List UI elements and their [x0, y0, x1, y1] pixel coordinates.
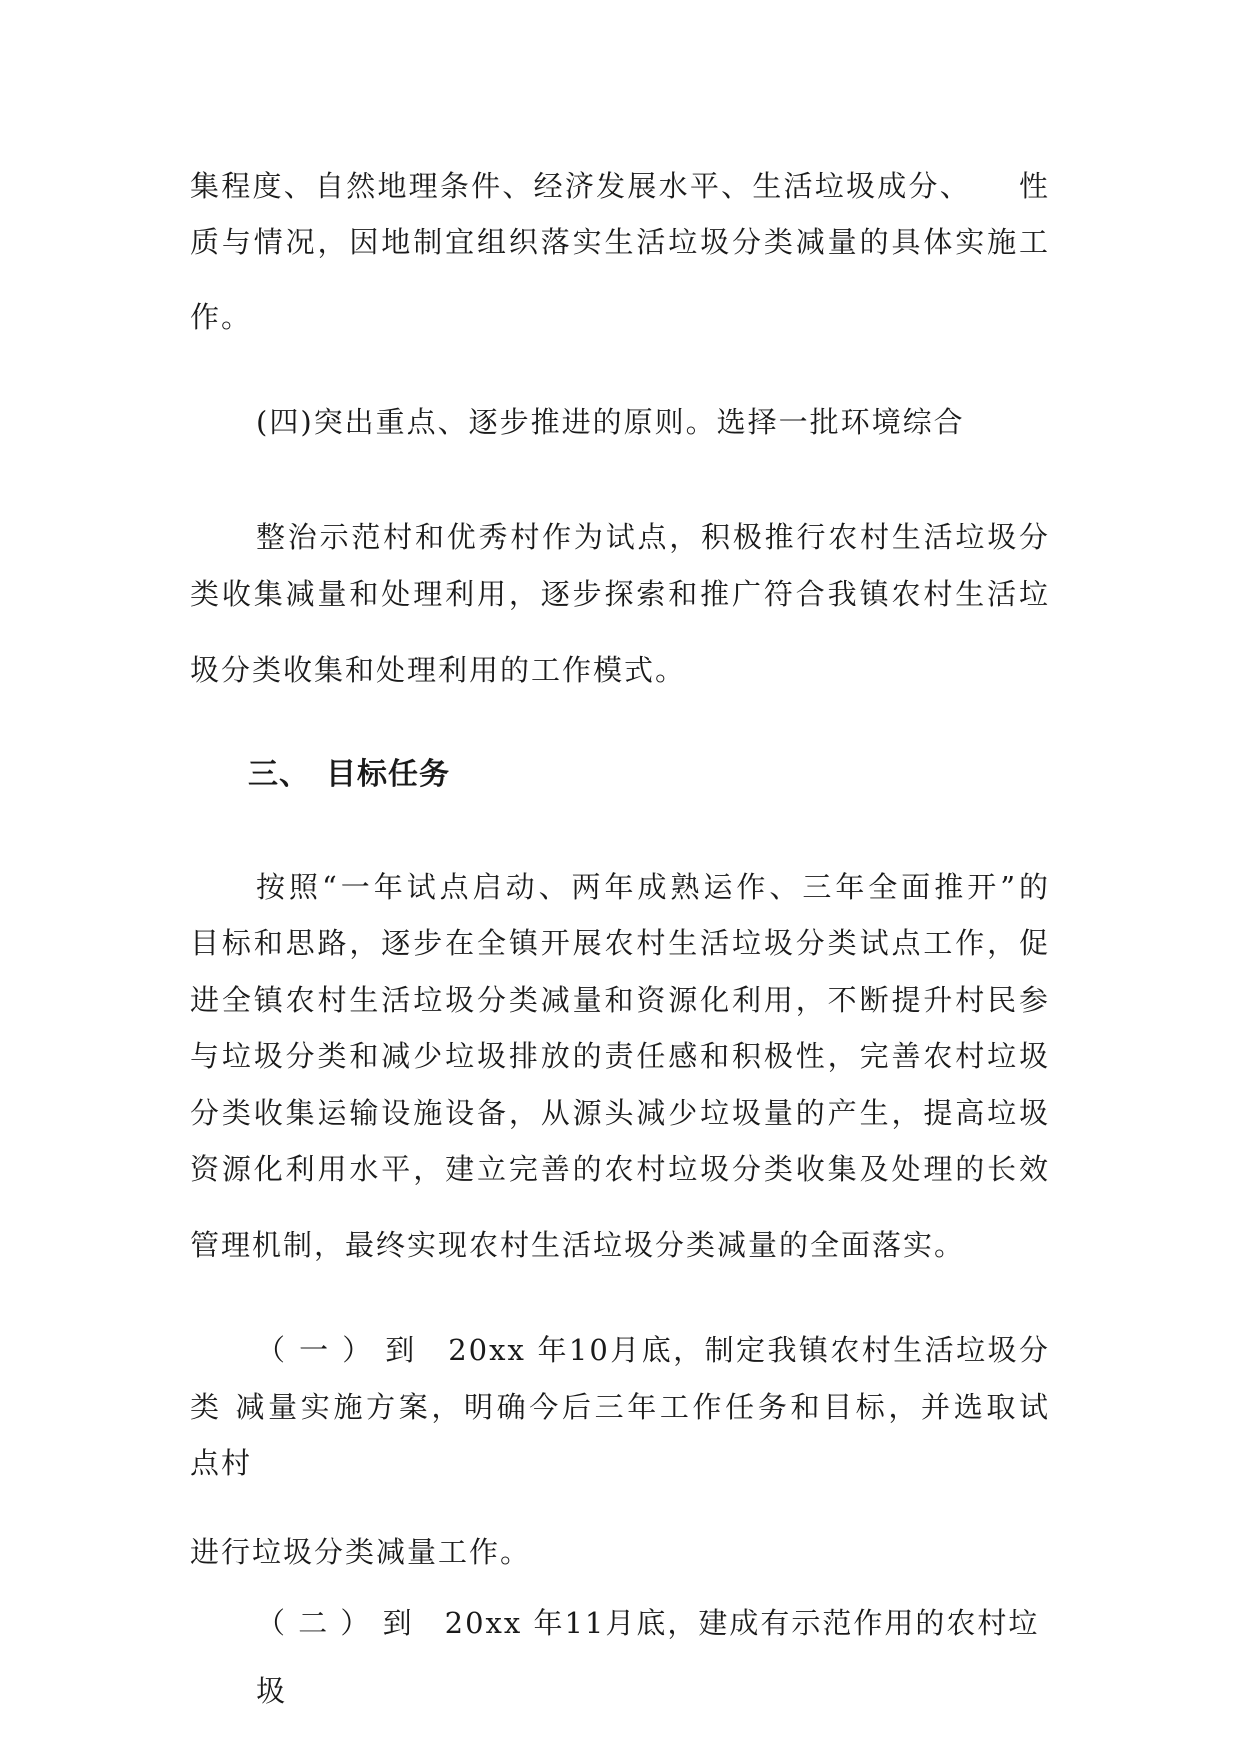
paragraph-2-line-1: (四)突出重点、逐步推进的原则。选择一批环境综合 [256, 405, 965, 439]
paragraph-1-line-3: 作。 [190, 300, 253, 334]
paragraph-4-line-5: 分类收集运输设施设备，从源头减少垃圾量的产生，提高垃圾 [190, 1096, 1050, 1130]
paragraph-4-line-2: 目标和思路，逐步在全镇开展农村生活垃圾分类试点工作，促 [190, 926, 1050, 960]
paragraph-6-line-1: （ 二 ） 到 20xx 年11月底，建成有示范作用的农村垃 [256, 1606, 1040, 1640]
paragraph-3-line-2: 类收集减量和处理利用，逐步探索和推广符合我镇农村生活垃 [190, 577, 1050, 611]
paragraph-5-line-1: （ 一 ） 到 20xx 年10月底，制定我镇农村生活垃圾分 [256, 1333, 1050, 1367]
paragraph-1-line-2: 质与情况，因地制宜组织落实生活垃圾分类减量的具体实施工 [190, 225, 1050, 259]
paragraph-4-line-1: 按照“一年试点启动、两年成熟运作、三年全面推开”的 [256, 870, 1050, 904]
paragraph-3-line-3: 圾分类收集和处理利用的工作模式。 [190, 653, 687, 687]
paragraph-5-line-3: 点村 [190, 1446, 253, 1480]
paragraph-4-line-6: 资源化利用水平，建立完善的农村垃圾分类收集及处理的长效 [190, 1152, 1050, 1186]
paragraph-4-line-7: 管理机制，最终实现农村生活垃圾分类减量的全面落实。 [190, 1228, 966, 1262]
paragraph-4-line-3: 进全镇农村生活垃圾分类减量和资源化利用，不断提升村民参 [190, 983, 1050, 1017]
paragraph-4-line-4: 与垃圾分类和减少垃圾排放的责任感和积极性，完善农村垃圾 [190, 1039, 1050, 1073]
paragraph-3-line-1: 整治示范村和优秀村作为试点，积极推行农村生活垃圾分 [256, 520, 1050, 554]
paragraph-5-line-2: 类 减量实施方案，明确今后三年工作任务和目标，并选取试 [190, 1390, 1050, 1424]
paragraph-6-line-2: 圾 [256, 1674, 288, 1708]
section-heading-3: 三、 目标任务 [248, 757, 450, 792]
paragraph-1-line-1: 集程度、自然地理条件、经济发展水平、生活垃圾成分、 性 [190, 169, 1050, 203]
paragraph-5-line-4: 进行垃圾分类减量工作。 [190, 1535, 532, 1569]
